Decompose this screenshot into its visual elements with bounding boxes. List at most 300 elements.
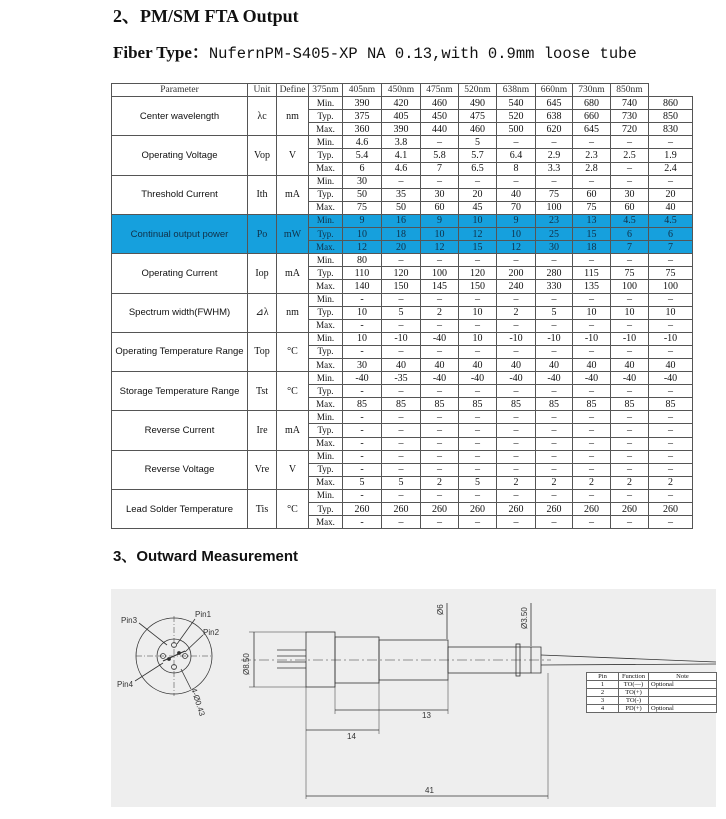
value-cell: – [611, 175, 649, 188]
define-cell: Max. [309, 437, 343, 450]
hole-dimension: 4-Ø0.43 [189, 686, 207, 718]
unit-cell: mA [277, 254, 309, 293]
table-row [112, 136, 693, 149]
define-cell: Typ. [309, 503, 343, 516]
value-cell: – [536, 136, 573, 149]
value-cell: 100 [611, 280, 649, 293]
value-cell: – [649, 175, 693, 188]
value-cell: 1.9 [649, 149, 693, 162]
unit-cell: mA [277, 175, 309, 214]
table-row [112, 214, 693, 227]
value-cell: 450 [421, 110, 459, 123]
value-cell: 18 [382, 228, 421, 241]
value-cell: -40 [459, 372, 497, 385]
value-cell: 150 [459, 280, 497, 293]
value-cell: 620 [536, 123, 573, 136]
define-cell: Typ. [309, 228, 343, 241]
value-cell: – [611, 437, 649, 450]
value-cell: – [573, 463, 611, 476]
value-cell: 10 [421, 228, 459, 241]
pin-function-cell: TO(-) [619, 697, 649, 705]
value-cell: – [536, 424, 573, 437]
value-cell: - [343, 437, 382, 450]
value-cell: 6 [611, 228, 649, 241]
dimension-13: 13 [422, 711, 431, 720]
value-cell: – [649, 385, 693, 398]
value-cell: – [382, 437, 421, 450]
value-cell: – [459, 319, 497, 332]
value-cell: – [649, 136, 693, 149]
value-cell: – [536, 516, 573, 529]
value-cell: – [459, 489, 497, 502]
value-cell: 40 [573, 358, 611, 371]
value-cell: 75 [611, 267, 649, 280]
parameter-cell: Threshold Current [112, 175, 248, 214]
symbol-cell: Tst [248, 372, 277, 411]
define-cell: Max. [309, 398, 343, 411]
value-cell: 145 [421, 280, 459, 293]
value-cell: – [382, 516, 421, 529]
define-cell: Typ. [309, 267, 343, 280]
value-cell: 860 [649, 97, 693, 110]
value-cell: – [382, 175, 421, 188]
pin-table-column-header: Note [649, 673, 717, 681]
value-cell: 460 [421, 97, 459, 110]
column-header: 638nm [497, 84, 536, 97]
pin4-label: Pin4 [117, 680, 134, 689]
value-cell: 10 [343, 306, 382, 319]
value-cell: 6.4 [497, 149, 536, 162]
value-cell: – [573, 411, 611, 424]
value-cell: 85 [459, 398, 497, 411]
value-cell: 6 [649, 228, 693, 241]
symbol-cell: Po [248, 214, 277, 253]
value-cell: 110 [343, 267, 382, 280]
define-cell: Max. [309, 280, 343, 293]
value-cell: 45 [459, 201, 497, 214]
value-cell: - [343, 450, 382, 463]
define-cell: Max. [309, 476, 343, 489]
value-cell: 10 [459, 214, 497, 227]
value-cell: – [497, 385, 536, 398]
value-cell: 25 [536, 228, 573, 241]
pin2-label: Pin2 [203, 628, 220, 637]
parameter-cell: Storage Temperature Range [112, 372, 248, 411]
value-cell: 10 [497, 228, 536, 241]
value-cell: - [343, 489, 382, 502]
value-cell: – [497, 345, 536, 358]
value-cell: - [343, 411, 382, 424]
value-cell: 120 [459, 267, 497, 280]
value-cell: 260 [573, 503, 611, 516]
table-row [112, 411, 693, 424]
value-cell: -40 [497, 372, 536, 385]
value-cell: 7 [421, 162, 459, 175]
value-cell: 520 [497, 110, 536, 123]
column-header: 475nm [421, 84, 459, 97]
value-cell: 10 [649, 306, 693, 319]
value-cell: – [611, 450, 649, 463]
symbol-cell: Ire [248, 411, 277, 450]
value-cell: – [536, 319, 573, 332]
value-cell: 50 [343, 188, 382, 201]
value-cell: 10 [611, 306, 649, 319]
value-cell: – [611, 162, 649, 175]
symbol-cell: λc [248, 97, 277, 136]
value-cell: – [497, 293, 536, 306]
parameter-cell: Operating Voltage [112, 136, 248, 175]
value-cell: 4.5 [649, 214, 693, 227]
value-cell: – [382, 489, 421, 502]
value-cell: 4.6 [382, 162, 421, 175]
pin-note-cell: Optional [649, 681, 717, 689]
define-cell: Min. [309, 97, 343, 110]
value-cell: 85 [343, 398, 382, 411]
value-cell: 5.7 [459, 149, 497, 162]
value-cell: 7 [649, 241, 693, 254]
define-cell: Typ. [309, 424, 343, 437]
table-row [112, 489, 693, 502]
value-cell: – [459, 345, 497, 358]
section-2-title: 2、PM/SM FTA Output [113, 6, 299, 26]
value-cell: – [459, 411, 497, 424]
value-cell: -40 [536, 372, 573, 385]
value-cell: 280 [536, 267, 573, 280]
value-cell: – [611, 254, 649, 267]
value-cell: 40 [382, 358, 421, 371]
column-header: 450nm [382, 84, 421, 97]
value-cell: 260 [421, 503, 459, 516]
value-cell: 30 [343, 358, 382, 371]
value-cell: -10 [611, 332, 649, 345]
parameter-cell: Operating Temperature Range [112, 332, 248, 371]
value-cell: – [649, 293, 693, 306]
value-cell: 150 [382, 280, 421, 293]
value-cell: 40 [611, 358, 649, 371]
parameter-cell: Center wavelength [112, 97, 248, 136]
column-header: 660nm [536, 84, 573, 97]
parameter-cell: Spectrum width(FWHM) [112, 293, 248, 332]
value-cell: – [611, 516, 649, 529]
pin-note-cell [649, 689, 717, 697]
value-cell: 9 [343, 214, 382, 227]
pin3-label: Pin3 [121, 616, 138, 625]
value-cell: 5 [459, 476, 497, 489]
define-cell: Typ. [309, 345, 343, 358]
value-cell: – [611, 293, 649, 306]
value-cell: – [382, 345, 421, 358]
value-cell: 3.8 [382, 136, 421, 149]
value-cell: 5 [536, 306, 573, 319]
value-cell: 375 [343, 110, 382, 123]
value-cell: 2 [497, 476, 536, 489]
value-cell: – [382, 424, 421, 437]
value-cell: – [382, 463, 421, 476]
value-cell: – [536, 254, 573, 267]
value-cell: 60 [421, 201, 459, 214]
value-cell: – [497, 516, 536, 529]
symbol-cell: Ith [248, 175, 277, 214]
define-cell: Min. [309, 214, 343, 227]
value-cell: 5 [382, 306, 421, 319]
value-cell: 2 [649, 476, 693, 489]
value-cell: – [611, 463, 649, 476]
pin-table-column-header: Function [619, 673, 649, 681]
pin-table-row [587, 705, 717, 713]
value-cell: 720 [611, 123, 649, 136]
value-cell: 85 [573, 398, 611, 411]
value-cell: – [497, 175, 536, 188]
define-cell: Typ. [309, 385, 343, 398]
value-cell: 40 [536, 358, 573, 371]
value-cell: – [459, 437, 497, 450]
value-cell: 13 [573, 214, 611, 227]
value-cell: 60 [573, 188, 611, 201]
symbol-cell: Tis [248, 489, 277, 528]
value-cell: – [497, 489, 536, 502]
define-cell: Min. [309, 175, 343, 188]
value-cell: – [536, 489, 573, 502]
pin-table-row [587, 689, 717, 697]
value-cell: 260 [497, 503, 536, 516]
value-cell: 500 [497, 123, 536, 136]
value-cell: – [497, 254, 536, 267]
define-cell: Min. [309, 136, 343, 149]
value-cell: 260 [382, 503, 421, 516]
value-cell: -10 [649, 332, 693, 345]
value-cell: 2 [421, 476, 459, 489]
value-cell: 23 [536, 214, 573, 227]
value-cell: – [573, 175, 611, 188]
define-cell: Typ. [309, 149, 343, 162]
column-header: 520nm [459, 84, 497, 97]
value-cell: – [573, 293, 611, 306]
value-cell: – [573, 254, 611, 267]
value-cell: 2 [421, 306, 459, 319]
value-cell: – [573, 136, 611, 149]
value-cell: – [497, 450, 536, 463]
value-cell: – [573, 385, 611, 398]
define-cell: Min. [309, 489, 343, 502]
value-cell: – [649, 254, 693, 267]
table-row [112, 332, 693, 345]
value-cell: – [497, 437, 536, 450]
value-cell: – [649, 424, 693, 437]
value-cell: 100 [649, 280, 693, 293]
value-cell: – [382, 254, 421, 267]
value-cell: 5.8 [421, 149, 459, 162]
value-cell: 75 [649, 267, 693, 280]
value-cell: – [536, 450, 573, 463]
value-cell: 75 [536, 188, 573, 201]
define-cell: Max. [309, 123, 343, 136]
parameter-cell: Operating Current [112, 254, 248, 293]
column-header: Define [277, 84, 309, 97]
value-cell: -40 [573, 372, 611, 385]
value-cell: 9 [421, 214, 459, 227]
value-cell: - [343, 424, 382, 437]
pin-table-header [587, 673, 717, 681]
value-cell: 4.1 [382, 149, 421, 162]
value-cell: 35 [382, 188, 421, 201]
value-cell: – [459, 385, 497, 398]
fiber-type-value: NufernPM-S405-XP NA 0.13,with 0.9mm loose tube [208, 45, 637, 63]
value-cell: 2 [573, 476, 611, 489]
pin-pin-cell: 1 [587, 681, 619, 689]
unit-cell: °C [277, 332, 309, 371]
table-row [112, 293, 693, 306]
define-cell: Min. [309, 411, 343, 424]
value-cell: – [459, 424, 497, 437]
value-cell: – [573, 450, 611, 463]
value-cell: 12 [459, 228, 497, 241]
value-cell: 490 [459, 97, 497, 110]
value-cell: – [649, 463, 693, 476]
value-cell: - [343, 385, 382, 398]
value-cell: 140 [343, 280, 382, 293]
value-cell: 2 [611, 476, 649, 489]
value-cell: 2.5 [611, 149, 649, 162]
pin-note-cell [649, 697, 717, 705]
value-cell: – [421, 411, 459, 424]
define-cell: Typ. [309, 110, 343, 123]
value-cell: 830 [649, 123, 693, 136]
value-cell: 80 [343, 254, 382, 267]
value-cell: 2.3 [573, 149, 611, 162]
value-cell: – [573, 424, 611, 437]
value-cell: 200 [497, 267, 536, 280]
value-cell: 30 [536, 241, 573, 254]
value-cell: 85 [649, 398, 693, 411]
value-cell: 12 [343, 241, 382, 254]
pin-table-column-header: Pin [587, 673, 619, 681]
value-cell: – [421, 516, 459, 529]
define-cell: Max. [309, 162, 343, 175]
value-cell: 120 [382, 267, 421, 280]
symbol-cell: Top [248, 332, 277, 371]
value-cell: 240 [497, 280, 536, 293]
value-cell: 85 [536, 398, 573, 411]
value-cell: 5.4 [343, 149, 382, 162]
value-cell: – [459, 293, 497, 306]
value-cell: 75 [573, 201, 611, 214]
value-cell: – [382, 411, 421, 424]
unit-cell: °C [277, 489, 309, 528]
value-cell: – [573, 437, 611, 450]
value-cell: 2.9 [536, 149, 573, 162]
value-cell: – [421, 293, 459, 306]
pin1-label: Pin1 [195, 610, 212, 619]
parameter-cell: Reverse Current [112, 411, 248, 450]
value-cell: - [343, 293, 382, 306]
pin-pin-cell: 4 [587, 705, 619, 713]
value-cell: 645 [536, 97, 573, 110]
pin-table-row [587, 681, 717, 689]
value-cell: 100 [421, 267, 459, 280]
column-header: 375nm [309, 84, 343, 97]
value-cell: – [421, 254, 459, 267]
value-cell: - [343, 319, 382, 332]
value-cell: 390 [382, 123, 421, 136]
table-row [112, 372, 693, 385]
value-cell: 5 [343, 476, 382, 489]
value-cell: – [421, 424, 459, 437]
value-cell: -40 [649, 372, 693, 385]
value-cell: – [382, 450, 421, 463]
value-cell: 730 [611, 110, 649, 123]
define-cell: Typ. [309, 188, 343, 201]
value-cell: 390 [343, 97, 382, 110]
value-cell: 5 [382, 476, 421, 489]
define-cell: Max. [309, 241, 343, 254]
value-cell: 10 [459, 332, 497, 345]
value-cell: 475 [459, 110, 497, 123]
value-cell: 20 [649, 188, 693, 201]
value-cell: 405 [382, 110, 421, 123]
parameter-cell: Continual output power [112, 214, 248, 253]
value-cell: – [459, 175, 497, 188]
value-cell: 40 [497, 358, 536, 371]
value-cell: 10 [573, 306, 611, 319]
pin-function-cell: TO(—) [619, 681, 649, 689]
parameter-cell: Reverse Voltage [112, 450, 248, 489]
value-cell: 260 [459, 503, 497, 516]
value-cell: -40 [343, 372, 382, 385]
value-cell: 460 [459, 123, 497, 136]
value-cell: 10 [343, 332, 382, 345]
value-cell: – [611, 489, 649, 502]
table-row [112, 97, 693, 110]
table-header-row [112, 84, 693, 97]
value-cell: 15 [459, 241, 497, 254]
value-cell: 9 [497, 214, 536, 227]
value-cell: – [382, 385, 421, 398]
tail-dia-dimension: Ø3.50 [520, 607, 529, 629]
value-cell: 260 [536, 503, 573, 516]
value-cell: 100 [536, 201, 573, 214]
define-cell: Min. [309, 293, 343, 306]
value-cell: 260 [611, 503, 649, 516]
value-cell: 10 [459, 306, 497, 319]
value-cell: – [649, 411, 693, 424]
column-header: 850nm [611, 84, 649, 97]
value-cell: 16 [382, 214, 421, 227]
value-cell: 4.5 [611, 214, 649, 227]
value-cell: - [343, 516, 382, 529]
unit-cell: mW [277, 214, 309, 253]
value-cell: – [536, 175, 573, 188]
value-cell: 50 [382, 201, 421, 214]
unit-cell: °C [277, 372, 309, 411]
pin-table-body [587, 681, 717, 713]
value-cell: – [421, 345, 459, 358]
unit-cell: V [277, 450, 309, 489]
value-cell: -10 [573, 332, 611, 345]
value-cell: – [421, 175, 459, 188]
value-cell: 40 [649, 201, 693, 214]
parameter-cell: Lead Solder Temperature [112, 489, 248, 528]
cap-dia-dimension: Ø6 [436, 604, 445, 615]
value-cell: -10 [382, 332, 421, 345]
define-cell: Typ. [309, 306, 343, 319]
value-cell: – [611, 319, 649, 332]
value-cell: – [573, 516, 611, 529]
value-cell: – [573, 489, 611, 502]
value-cell: 660 [573, 110, 611, 123]
value-cell: 85 [497, 398, 536, 411]
value-cell: 18 [573, 241, 611, 254]
value-cell: 40 [459, 358, 497, 371]
